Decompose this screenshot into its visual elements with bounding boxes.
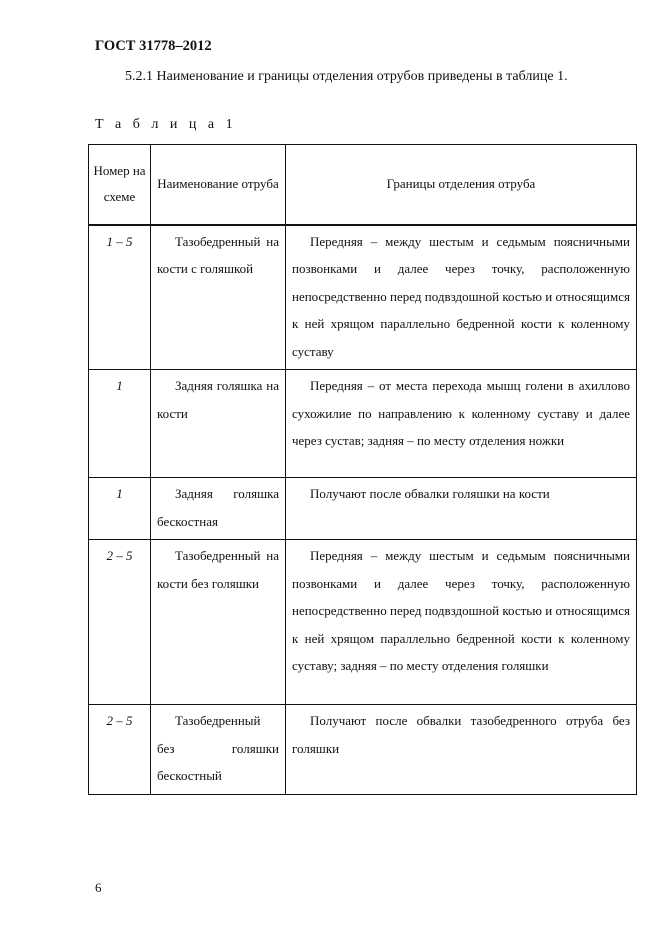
- cell-number: 1: [89, 478, 151, 540]
- cell-name: Тазобедренный на кости с голяшкой: [151, 225, 286, 370]
- cell-name: Задняя голяшка бескостная: [151, 478, 286, 540]
- cell-name: Тазобедренный без голяшки бескостный: [151, 705, 286, 795]
- cell-name: Задняя голяшка на кости: [151, 370, 286, 478]
- cell-number: 2 – 5: [89, 540, 151, 705]
- cell-boundaries: Получают после обвалки тазобедренного отруба без голяшки: [286, 705, 637, 795]
- cell-number: 1 – 5: [89, 225, 151, 370]
- cell-boundaries: Передняя – между шестым и седьмым поясничными позвонками и далее через точку, расположенную непосредственно перед подвздошной костью и относящимся к ней хрящом параллельно бедренной кости к коленному суставу: [286, 225, 637, 370]
- cell-boundaries: Получают после обвалки голяшки на кости: [286, 478, 637, 540]
- column-header-boundaries: Границы отделения отруба: [286, 145, 637, 225]
- cell-boundaries: Передняя – между шестым и седьмым поясничными позвонками и далее через точку, расположенную непосредственно перед подвздошной костью и относящимся к ней хрящом параллельно бедренной кости к коленному суставу; задняя – по месту отделения голяшки: [286, 540, 637, 705]
- table-row: [89, 705, 637, 795]
- column-header-name: Наименование отруба: [151, 145, 286, 225]
- column-header-number: Номер на схеме: [89, 145, 151, 225]
- table-row: [89, 478, 637, 540]
- cuts-table: [88, 144, 637, 795]
- cell-name: Тазобедренный на кости без голяшки: [151, 540, 286, 705]
- page-number: 6: [95, 880, 102, 895]
- table-row: [89, 540, 637, 705]
- table-header-row: [89, 145, 637, 225]
- intro-paragraph: 5.2.1 Наименование и границы отделения отрубов приведены в таблице 1.: [125, 69, 568, 84]
- document-header: ГОСТ 31778–2012: [95, 38, 212, 54]
- cell-number: 1: [89, 370, 151, 478]
- table-caption: Т а б л и ц а 1: [95, 117, 237, 132]
- table-row: [89, 225, 637, 370]
- cell-number: 2 – 5: [89, 705, 151, 795]
- cell-boundaries: Передняя – от места перехода мышц голени в ахиллово сухожилие по направлению к коленному суставу и далее через сустав; задняя – по месту отделения ножки: [286, 370, 637, 478]
- table-row: [89, 370, 637, 478]
